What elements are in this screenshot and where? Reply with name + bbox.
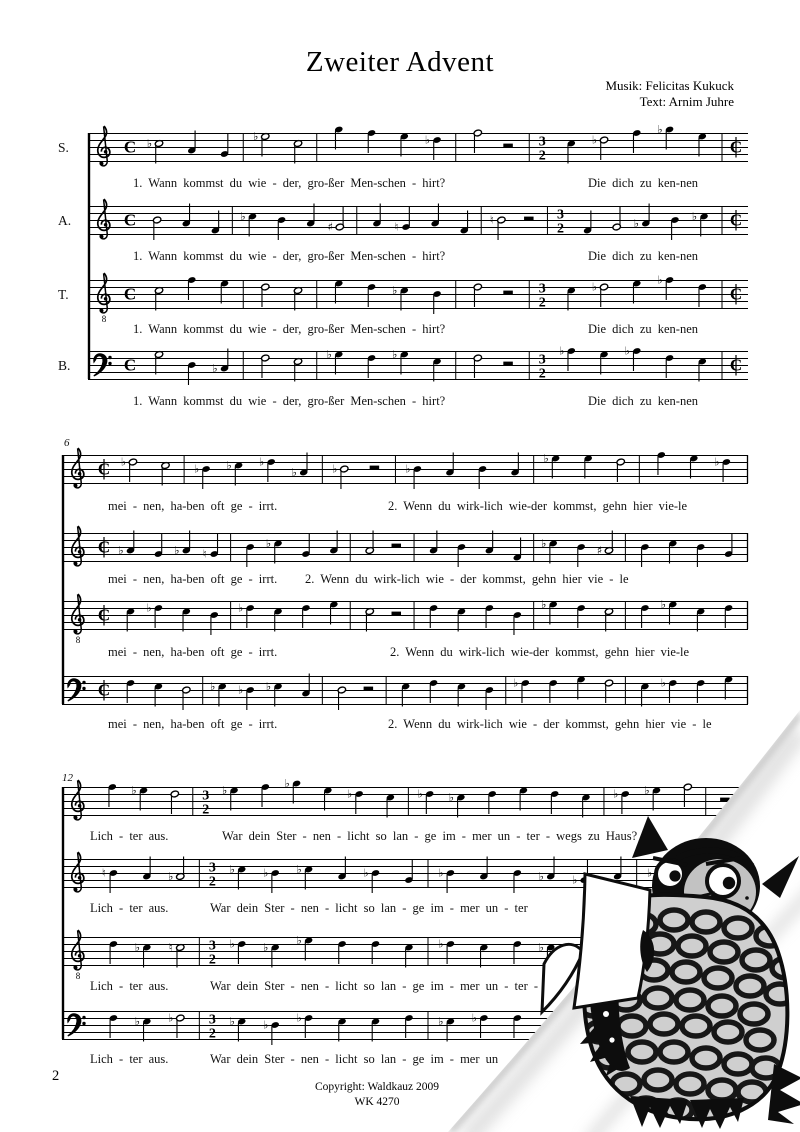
svg-text:♭: ♭: [118, 543, 124, 557]
svg-text:♭: ♭: [332, 462, 338, 476]
svg-text:3: 3: [202, 788, 210, 804]
lyric-line: 2. Wenn du wirk-lich wie-der kommst, gehn hier vie-le: [388, 499, 688, 513]
svg-text:♭: ♭: [657, 273, 663, 287]
svg-text:♭: ♭: [438, 937, 444, 951]
svg-text:C: C: [729, 210, 743, 230]
svg-text:♭: ♭: [240, 209, 246, 223]
svg-text:♭: ♭: [417, 787, 423, 801]
svg-text:♭: ♭: [120, 455, 127, 469]
svg-text:♭: ♭: [265, 679, 272, 693]
lyric-line: 2. Wenn du wirk-lich wie-der kommst, gehn hier vie-le: [390, 645, 690, 659]
svg-text:C: C: [123, 137, 137, 157]
lyric-line: mei - nen, ha-ben oft ge - irrt.: [108, 499, 278, 513]
lyric-line: Die dich zu ken-nen: [588, 249, 699, 263]
svg-text:♭: ♭: [291, 465, 297, 479]
svg-text:C: C: [97, 680, 111, 700]
svg-text:♭: ♭: [253, 129, 259, 143]
svg-text:2: 2: [202, 802, 210, 818]
svg-text:♭: ♭: [238, 683, 244, 697]
footer-block: [0, 1080, 754, 1110]
svg-text:♭: ♭: [646, 866, 653, 880]
lyric-line: Lich - ter aus.: [90, 1052, 169, 1066]
svg-text:3: 3: [556, 207, 564, 223]
svg-text:2: 2: [538, 295, 546, 311]
svg-text:♮: ♮: [394, 220, 399, 234]
svg-text:♭: ♭: [644, 783, 650, 797]
svg-text:2: 2: [208, 952, 216, 968]
lyric-line: Die dich zu ken-nen: [588, 176, 699, 190]
lyric-line: Lich - ter aus.: [90, 901, 169, 915]
svg-text:♭: ♭: [714, 455, 720, 469]
svg-text:2: 2: [208, 1026, 216, 1042]
svg-text:♭: ♭: [131, 783, 137, 797]
lyric-line: War dein Ster - nen - licht so lan - ge im - mer un: [210, 1052, 499, 1066]
owl-sheet-of-paper: [574, 874, 650, 1008]
svg-text:2: 2: [556, 221, 564, 237]
svg-text:♭: ♭: [193, 462, 200, 476]
lyric-line: Die dich zu ken-nen: [588, 394, 699, 408]
svg-text:♭: ♭: [392, 347, 398, 361]
svg-text:♭: ♭: [591, 280, 598, 294]
voice-label-b: B.: [58, 358, 71, 373]
lyric-line: War dein Ster - nen - licht so lan - ge im - mer un - ter: [210, 901, 528, 915]
svg-text:♭: ♭: [174, 543, 180, 557]
svg-text:♭: ♭: [134, 1014, 140, 1028]
svg-text:♭: ♭: [229, 862, 235, 876]
lyric-line: 1. Wann kommst du wie - der, gro-ßer Men-schen - hirt?: [133, 176, 446, 190]
svg-text:♭: ♭: [346, 787, 353, 801]
svg-text:8: 8: [101, 314, 107, 324]
svg-text:♭: ♭: [657, 122, 663, 136]
svg-text:C: C: [123, 284, 137, 304]
svg-text:C: C: [97, 537, 111, 557]
svg-text:♯: ♯: [327, 220, 333, 234]
svg-text:3: 3: [208, 1012, 216, 1028]
owl-ear-left: [632, 816, 668, 858]
svg-text:3: 3: [208, 938, 216, 954]
svg-text:♭: ♭: [363, 866, 369, 880]
svg-text:♭: ♭: [541, 536, 547, 550]
svg-text:♭: ♭: [660, 597, 666, 611]
voice-label-t: T.: [58, 287, 69, 302]
svg-text:♭: ♭: [613, 787, 619, 801]
svg-text:C: C: [729, 137, 743, 157]
svg-text:3: 3: [538, 134, 546, 150]
measure-number: 6: [64, 437, 70, 449]
svg-text:♭: ♭: [259, 455, 265, 469]
svg-text:♭: ♭: [168, 869, 174, 883]
svg-text:2: 2: [208, 874, 216, 890]
svg-text:♯: ♯: [596, 543, 603, 557]
svg-text:♭: ♭: [405, 462, 411, 476]
svg-text:♭: ♭: [229, 937, 235, 951]
svg-text:♭: ♭: [691, 209, 698, 223]
svg-text:♭: ♭: [284, 776, 290, 790]
svg-text:♭: ♭: [134, 940, 140, 954]
svg-text:♭: ♭: [296, 1011, 302, 1025]
svg-text:♭: ♭: [238, 601, 244, 615]
svg-text:♭: ♭: [263, 1018, 269, 1032]
svg-text:2: 2: [538, 148, 546, 164]
lyric-line: mei - nen, ha-ben oft ge - irrt.: [108, 645, 278, 659]
lyric-line: mei - nen, ha-ben oft ge - irrt.: [108, 717, 278, 731]
copyright-line: Copyright: Waldkauz 2009: [314, 1081, 440, 1093]
svg-text:♭: ♭: [624, 344, 630, 358]
lyric-line: mei - nen, ha-ben oft ge - irrt.: [108, 572, 278, 586]
svg-text:♭: ♭: [326, 347, 332, 361]
svg-text:8: 8: [75, 635, 81, 645]
svg-text:C: C: [123, 355, 137, 375]
lyric-line: 1. Wann kommst du wie - der, gro-ßer Men-schen - hirt?: [133, 249, 446, 263]
svg-text:♭: ♭: [265, 536, 272, 550]
svg-text:♭: ♭: [210, 679, 216, 693]
svg-text:8: 8: [75, 971, 81, 981]
svg-text:♭: ♭: [448, 790, 454, 804]
svg-text:♭: ♭: [591, 133, 598, 147]
svg-text:♭: ♭: [424, 133, 431, 147]
svg-text:♭: ♭: [229, 1014, 235, 1028]
svg-text:♭: ♭: [296, 862, 302, 876]
page-number: 2: [52, 1068, 60, 1084]
svg-text:♭: ♭: [543, 451, 549, 465]
svg-text:♭: ♭: [559, 344, 565, 358]
lyric-line: 2. Wenn du wirk-lich wie - der kommst, gehn hier vie - le: [388, 717, 712, 731]
svg-text:♭: ♭: [541, 597, 547, 611]
svg-text:♭: ♭: [633, 216, 639, 230]
lyric-line: 2. Wenn du wirk-lich wie - der kommst, gehn hier vie - le: [305, 572, 629, 586]
text-credit: Text: Arnim Juhre: [639, 94, 734, 109]
svg-text:♭: ♭: [146, 601, 152, 615]
svg-text:♭: ♭: [263, 940, 269, 954]
svg-text:♭: ♭: [392, 283, 398, 297]
svg-text:♭: ♭: [226, 458, 232, 472]
svg-text:♮: ♮: [168, 940, 173, 954]
svg-text:♮: ♮: [101, 866, 106, 880]
svg-text:C: C: [123, 210, 137, 230]
music-credit: Musik: Felicitas Kukuck: [605, 78, 734, 93]
lyric-line: 1. Wann kommst du wie - der, gro-ßer Men-schen - hirt?: [133, 394, 446, 408]
lyric-line: Die dich zu ken-nen: [588, 322, 699, 336]
voice-label-s: S.: [58, 140, 69, 155]
lyric-line: War dein Ster - nen - licht so lan - ge im - mer un - ter -: [210, 979, 539, 993]
lyric-line: War dein Ster - nen - licht so lan - ge im - mer un - ter - wegs zu Haus?: [222, 829, 638, 843]
svg-text:♭: ♭: [212, 361, 218, 375]
svg-text:♭: ♭: [221, 783, 228, 797]
svg-text:♮: ♮: [489, 213, 494, 227]
page-curl-owl-overlay: [380, 660, 800, 1132]
page-title: Zweiter Advent: [305, 46, 495, 78]
lyric-line: 1. Wann kommst du wie - der, gro-ßer Men-schen - hirt?: [133, 322, 446, 336]
svg-text:2: 2: [538, 366, 546, 382]
svg-text:♭: ♭: [438, 1014, 444, 1028]
svg-text:♭: ♭: [538, 869, 544, 883]
measure-number: 12: [62, 772, 73, 784]
svg-text:♭: ♭: [538, 940, 544, 954]
svg-text:♭: ♭: [263, 866, 269, 880]
svg-text:3: 3: [538, 281, 546, 297]
svg-text:♭: ♭: [471, 1011, 477, 1025]
svg-text:C: C: [729, 284, 743, 304]
svg-text:♭: ♭: [572, 873, 578, 887]
svg-text:♭: ♭: [438, 866, 444, 880]
svg-text:C: C: [97, 459, 111, 479]
svg-text:3: 3: [538, 352, 546, 368]
svg-text:C: C: [729, 355, 743, 375]
lyric-line: Lich - ter aus.: [90, 829, 169, 843]
lyric-line: Lich - ter aus.: [90, 979, 169, 993]
svg-text:3: 3: [208, 860, 216, 876]
svg-text:♭: ♭: [168, 1011, 174, 1025]
voice-label-a: A.: [58, 213, 72, 228]
svg-text:♭: ♭: [146, 136, 153, 150]
catalog-number: WK 4270: [354, 1096, 400, 1108]
svg-text:C: C: [97, 605, 111, 625]
svg-text:♮: ♮: [202, 547, 207, 561]
svg-text:♭: ♭: [513, 676, 519, 690]
svg-text:♭: ♭: [296, 933, 302, 947]
svg-text:♭: ♭: [660, 676, 666, 690]
